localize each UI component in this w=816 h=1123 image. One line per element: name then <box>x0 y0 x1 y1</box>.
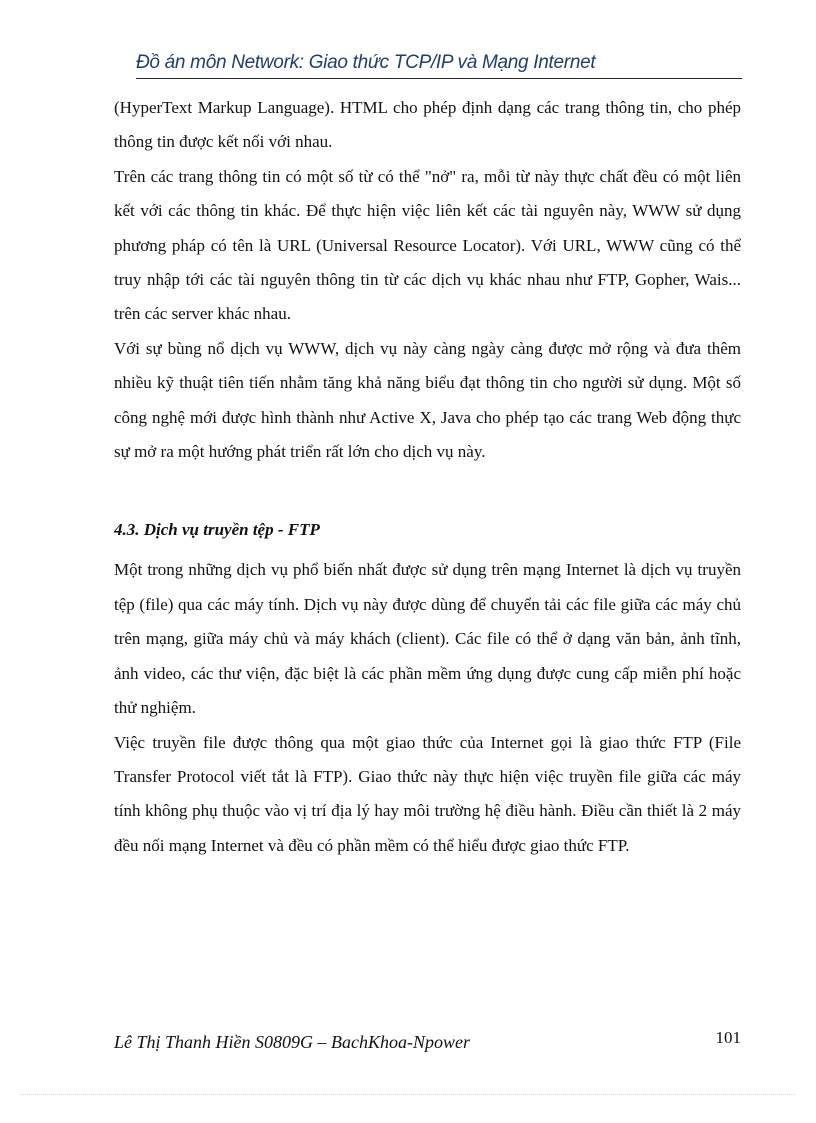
paragraph-www-growth: Với sự bùng nổ dịch vụ WWW, dịch vụ này càng ngày càng được mở rộng và đưa thêm nhiều kỹ thuật tiên tiến nhằm tăng khả năng biểu đạt thông tin cho người sử dụng. Một số công nghệ mới được hình thành như Active X, Java cho phép tạo các trang Web động thực sự mở ra một hướng phát triển rất lớn cho dịch vụ này. <box>114 338 741 462</box>
header-title: Đồ án môn Network: Giao thức TCP/IP và Mạng Internet <box>136 52 596 73</box>
paragraph-html-intro: (HyperText Markup Language). HTML cho phép định dạng các trang thông tin, cho phép thông tin được kết nối với nhau. <box>114 98 741 152</box>
page-footer <box>114 1028 741 1058</box>
footer-author: Lê Thị Thanh Hiền S0809G – BachKhoa-Npower <box>114 1032 471 1052</box>
page-header <box>136 52 742 79</box>
paragraph-ftp-protocol: Việc truyền file được thông qua một giao thức của Internet gọi là giao thức FTP (File Transfer Protocol viết tắt là FTP). Giao thức này thực hiện việc truyền file giữa các máy tính không phụ thuộc vào vị trí địa lý hay môi trường hệ điều hành. Điều cần thiết là 2 máy đều nối mạng Internet và đều có phần mềm có thể hiểu được giao thức FTP. <box>114 732 741 855</box>
paragraph-ftp-service: Một trong những dịch vụ phổ biến nhất được sử dụng trên mạng Internet là dịch vụ truyền tệp (file) qua các máy tính. Dịch vụ này được dùng để chuyển tải các file giữa các máy chủ trên mạng, giữa máy chủ và máy khách (client). Các file có thể ở dạng văn bản, ảnh tĩnh, ảnh video, các thư viện, đặc biệt là các phần mềm ứng dụng được cung cấp miễn phí hoặc thử nghiệm. <box>114 560 741 718</box>
paragraph-url-links: Trên các trang thông tin có một số từ có thể "nở" ra, mỗi từ này thực chất đều có một liên kết với các thông tin khác. Để thực hiện việc liên kết các tài nguyên này, WWW sử dụng phương pháp có tên là URL (Universal Resource Locator). Với URL, WWW cũng có thể truy nhập tới các tài nguyên thông tin từ các dịch vụ khác nhau như FTP, Gopher, Wais... trên các server khác nhau. <box>114 166 741 324</box>
page-body <box>114 91 741 863</box>
page-number: 101 <box>715 1028 741 1047</box>
page-bottom-divider <box>20 1094 796 1095</box>
section-heading-ftp: 4.3. Dịch vụ truyền tệp - FTP <box>114 520 320 540</box>
